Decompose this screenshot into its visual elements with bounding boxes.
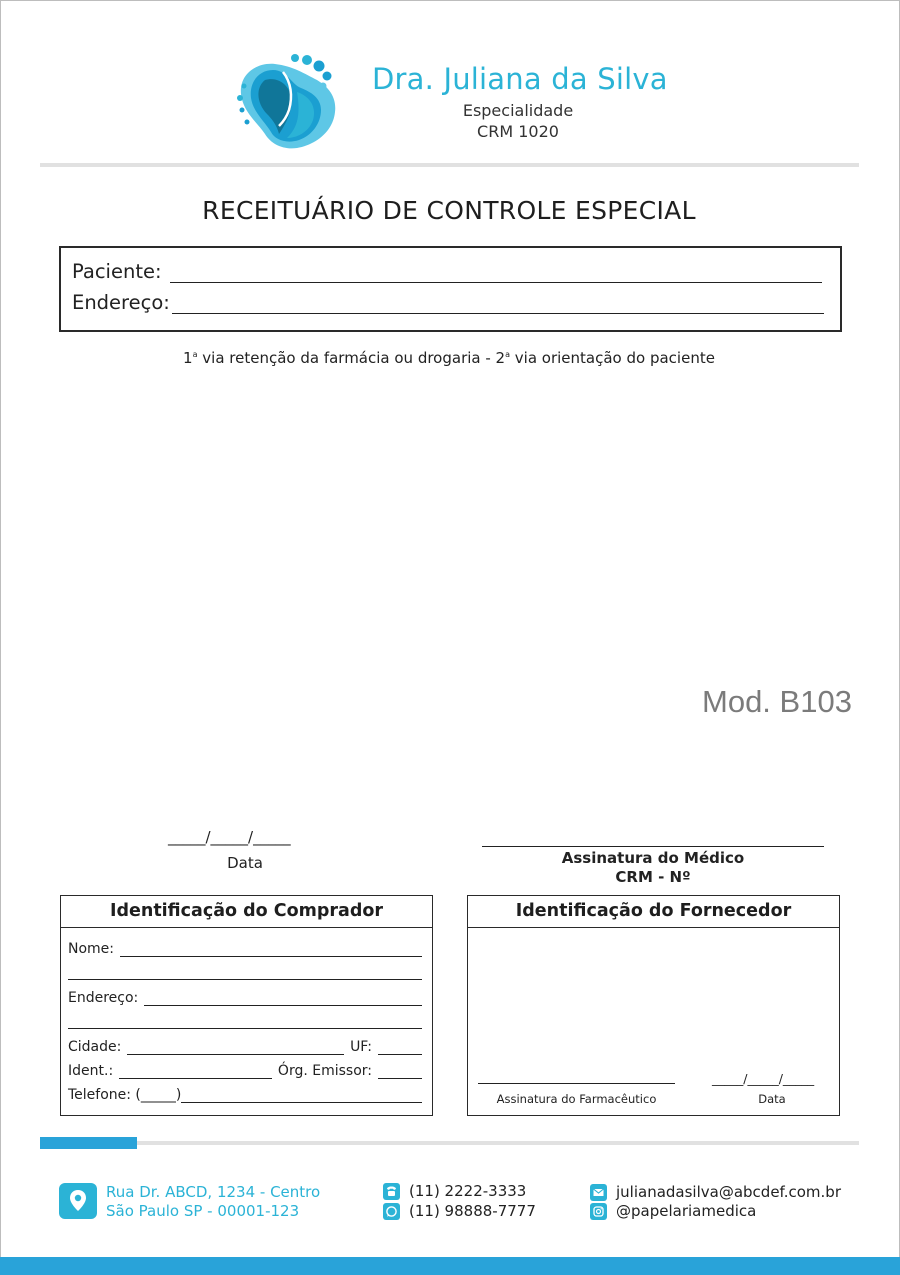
buyer-name-label: Nome: xyxy=(68,941,115,957)
address-row xyxy=(72,291,824,314)
buyer-uf-field[interactable] xyxy=(378,1039,422,1055)
doctor-specialty: Especialidade xyxy=(462,101,574,120)
address-field[interactable] xyxy=(172,293,824,314)
doctor-signature-crm: CRM - Nº xyxy=(615,868,691,886)
buyer-uf-label: UF: xyxy=(350,1039,372,1055)
address-line-2: São Paulo SP - 00001-123 xyxy=(106,1202,300,1220)
buyer-city-label: Cidade: xyxy=(68,1039,122,1055)
supplier-date-label: Data xyxy=(758,1092,786,1106)
buyer-phone-field[interactable] xyxy=(181,1087,422,1103)
via-note-middle: via retenção da farmácia ou drogaria - 2 xyxy=(197,349,506,367)
instagram-handle[interactable]: @papelariamedica xyxy=(616,1202,757,1220)
buyer-name-extra-line[interactable] xyxy=(68,979,422,980)
supplier-date-field[interactable]: _____/_____/_____ xyxy=(712,1071,815,1086)
patient-box xyxy=(59,246,842,332)
document-title: RECEITUÁRIO DE CONTROLE ESPECIAL xyxy=(202,196,696,225)
buyer-title: Identificação do Comprador xyxy=(61,896,432,928)
address-label: Endereço: xyxy=(72,291,170,314)
doctor-signature-line[interactable] xyxy=(482,846,824,847)
buyer-address-extra-line[interactable] xyxy=(68,1028,422,1029)
whatsapp-icon xyxy=(383,1203,400,1220)
supplier-title: Identificação do Fornecedor xyxy=(468,896,839,928)
via-note xyxy=(0,349,898,367)
foot-logo-icon xyxy=(235,52,345,152)
buyer-name-field[interactable] xyxy=(120,941,422,957)
address-line-1: Rua Dr. ABCD, 1234 - Centro xyxy=(106,1183,321,1201)
doctor-crm: CRM 1020 xyxy=(477,122,559,141)
buyer-issuer-field[interactable] xyxy=(378,1063,422,1079)
email-address[interactable]: julianadasilva@abcdef.com.br xyxy=(616,1183,841,1201)
email-icon xyxy=(590,1184,607,1201)
phone-number[interactable]: (11) 2222-3333 xyxy=(409,1182,527,1200)
phone-row xyxy=(383,1182,526,1200)
buyer-box xyxy=(60,895,433,1116)
location-pin-icon xyxy=(59,1183,97,1219)
supplier-box xyxy=(467,895,840,1116)
pharmacist-signature-label: Assinatura do Farmacêutico xyxy=(496,1092,657,1106)
doctor-signature-label: Assinatura do Médico xyxy=(561,849,745,867)
buyer-ident-label: Ident.: xyxy=(68,1063,114,1079)
buyer-address-label: Endereço: xyxy=(68,990,139,1006)
date-field[interactable]: _____/_____/_____ xyxy=(168,828,291,846)
header-divider xyxy=(40,163,859,167)
patient-row xyxy=(72,260,822,283)
patient-field[interactable] xyxy=(170,262,822,283)
whatsapp-number[interactable]: (11) 98888-7777 xyxy=(409,1202,536,1220)
buyer-ident-row xyxy=(68,1061,422,1079)
email-row xyxy=(590,1183,841,1201)
buyer-issuer-label: Órg. Emissor: xyxy=(277,1063,372,1079)
model-code: Mod. B103 xyxy=(702,684,852,719)
buyer-city-row xyxy=(68,1037,422,1055)
buyer-phone-label: Telefone: (_____) xyxy=(68,1087,182,1103)
date-label: Data xyxy=(227,854,263,872)
buyer-address-row xyxy=(68,988,422,1006)
phone-icon xyxy=(383,1183,400,1200)
buyer-name-row xyxy=(68,939,422,957)
buyer-ident-field[interactable] xyxy=(119,1063,272,1079)
via-note-last: via orientação do paciente xyxy=(510,349,715,367)
doctor-name: Dra. Juliana da Silva xyxy=(372,62,668,96)
buyer-address-field[interactable] xyxy=(144,990,422,1006)
footer-accent-bar xyxy=(40,1137,137,1149)
instagram-row xyxy=(590,1202,756,1220)
bottom-accent-bar xyxy=(0,1257,900,1275)
via-note-sup-2: a xyxy=(505,350,511,359)
pharmacist-signature-line[interactable] xyxy=(478,1083,675,1084)
via-note-sup-1: a xyxy=(192,350,198,359)
whatsapp-row xyxy=(383,1202,536,1220)
patient-label: Paciente: xyxy=(72,260,162,283)
via-note-first: 1 xyxy=(183,349,193,367)
buyer-city-field[interactable] xyxy=(127,1039,344,1055)
footer-divider xyxy=(40,1141,859,1145)
instagram-icon xyxy=(590,1203,607,1220)
buyer-phone-row xyxy=(68,1085,422,1103)
